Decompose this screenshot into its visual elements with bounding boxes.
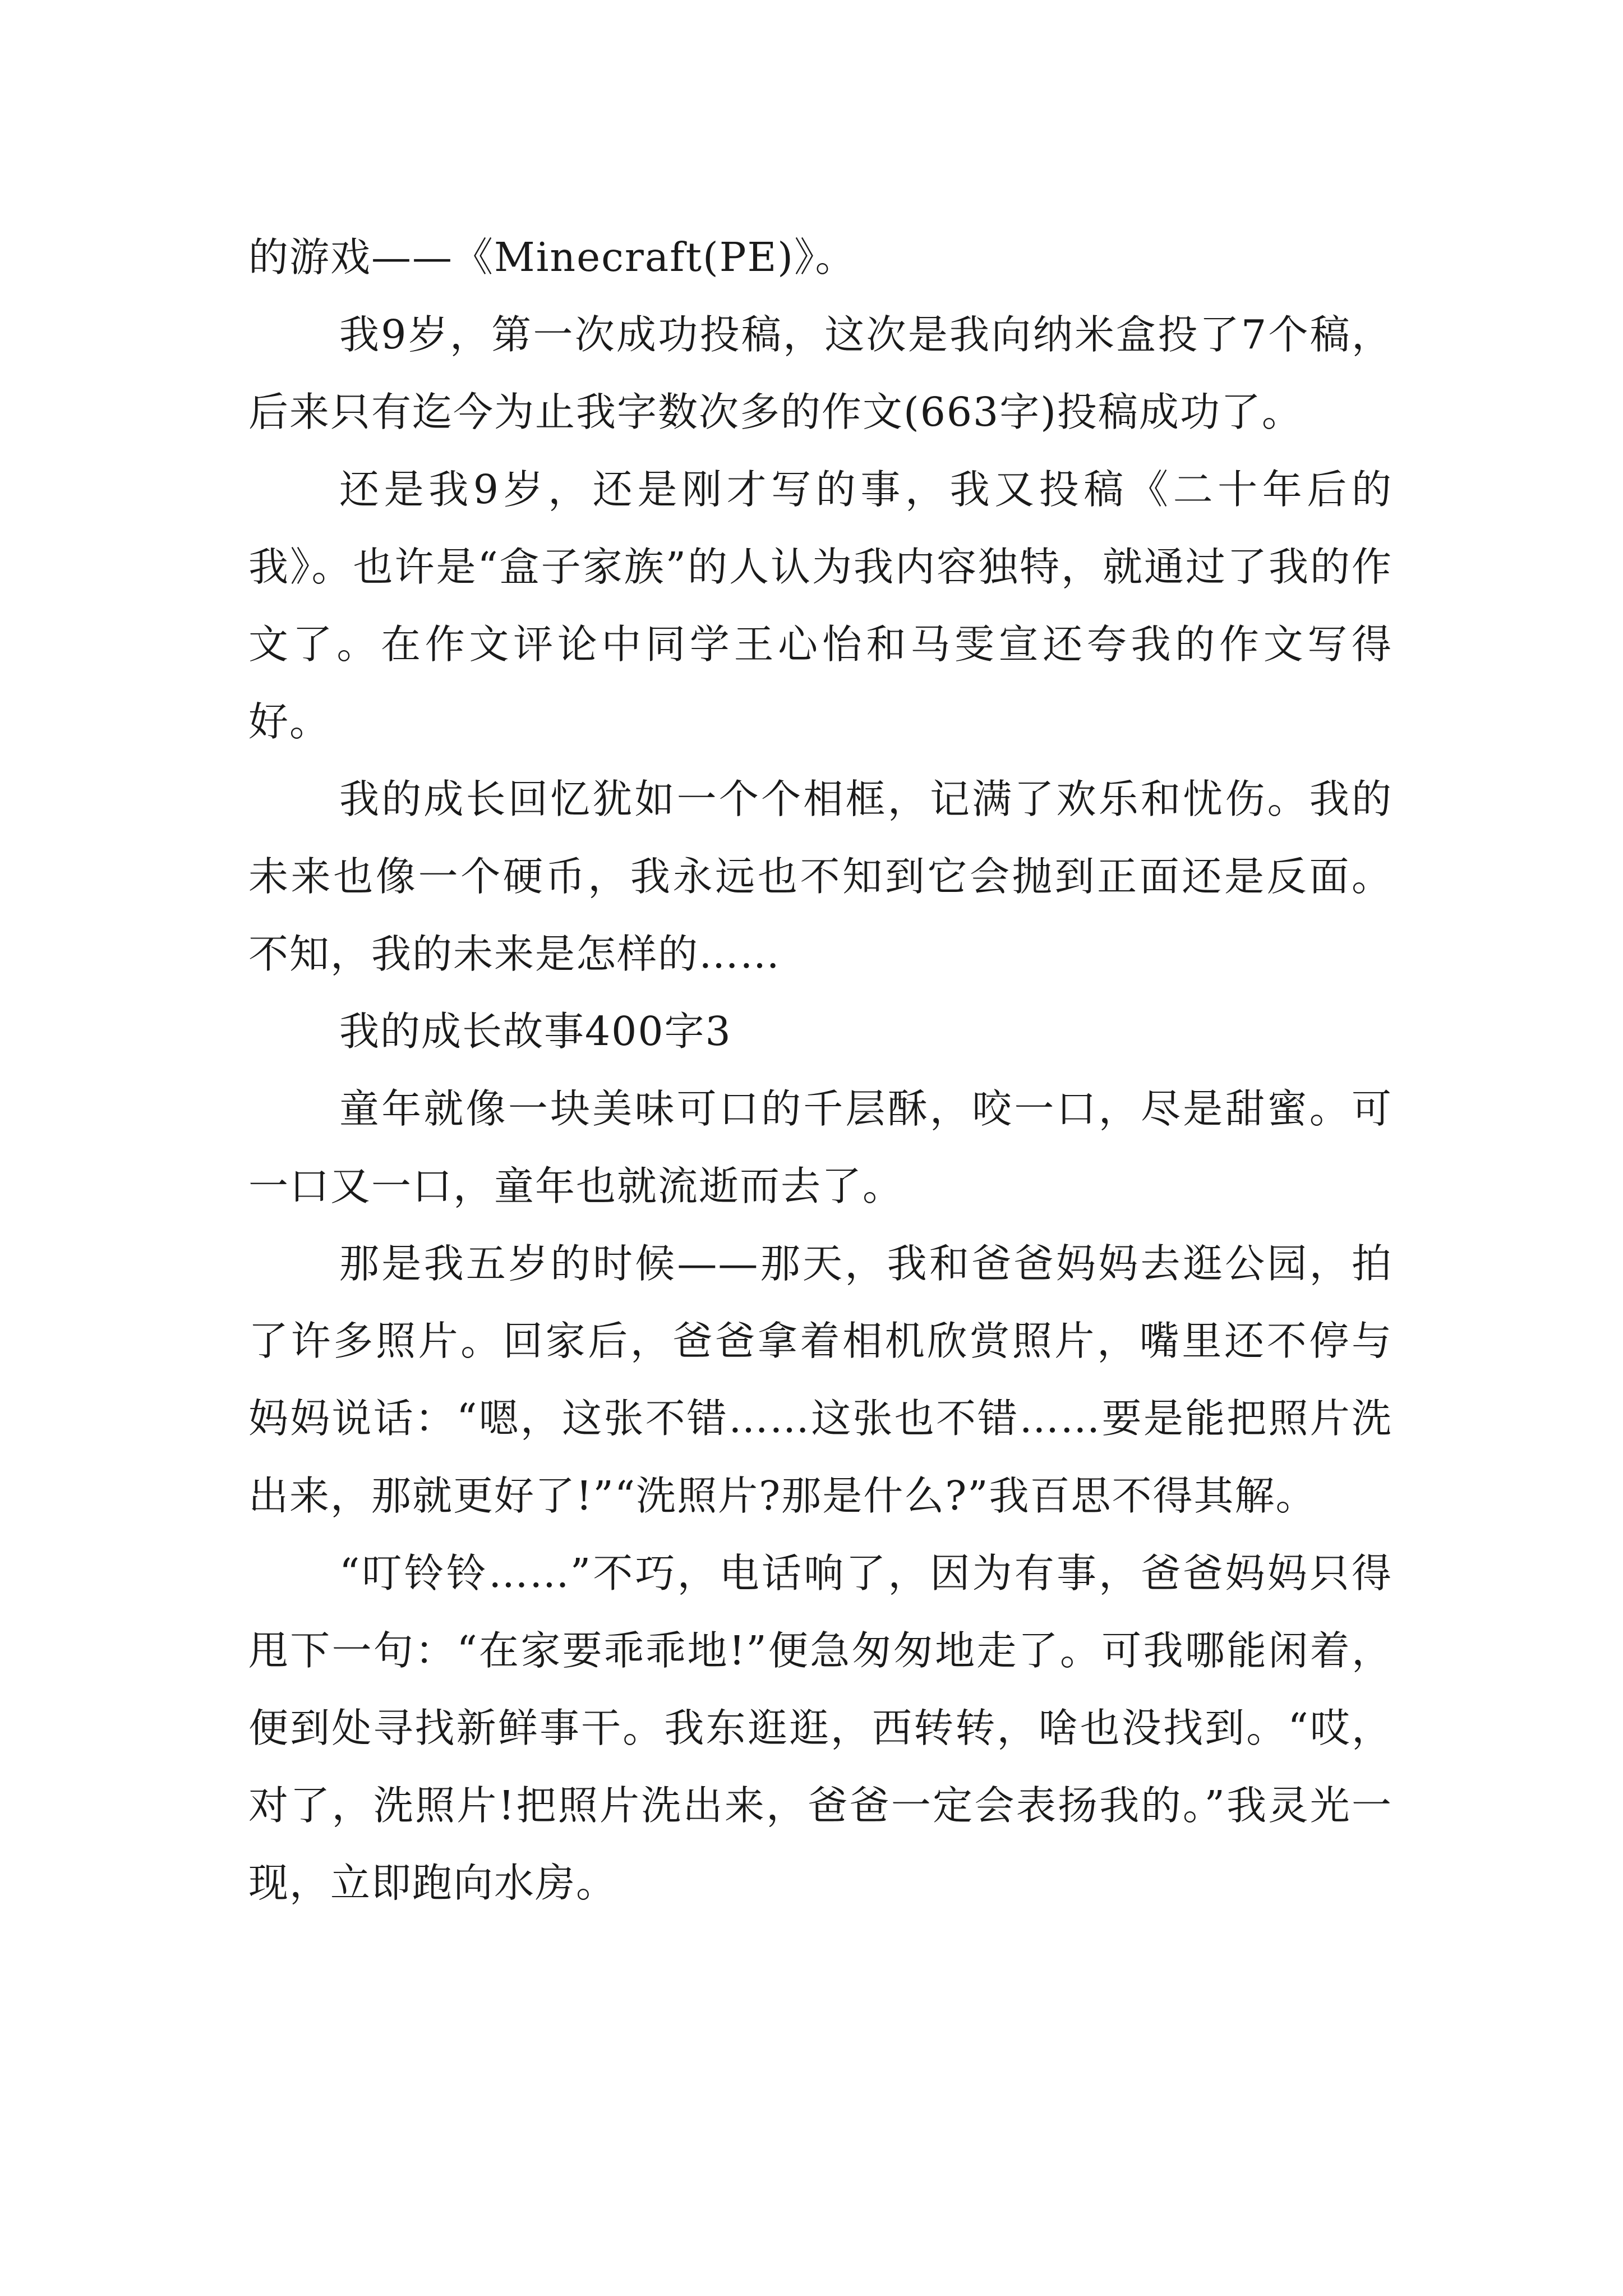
paragraph-continuation: 的游戏——《Minecraft(PE)》。 bbox=[248, 234, 856, 280]
paragraph-first-submission: 我9岁，第一次成功投稿，这次是我向纳米盒投了7个稿，后来只有迄今为止我字数次多的作文(663字)投稿成功了。 bbox=[248, 311, 1393, 435]
paragraph-memories: 我的成长回忆犹如一个个相框，记满了欢乐和忧伤。我的未来也像一个硬币，我永远也不知到它会抛到正面还是反面。不知，我的未来是怎样的…… bbox=[248, 776, 1393, 977]
paragraph-second-submission: 还是我9岁，还是刚才写的事，我又投稿《二十年后的我》。也许是“盒子家族”的人认为我内容独特，就通过了我的作文了。在作文评论中同学王心怡和马雯宣还夸我的作文写得好。 bbox=[248, 466, 1393, 745]
paragraph-park: 那是我五岁的时候——那天，我和爸爸妈妈去逛公园，拍了许多照片。回家后，爸爸拿着相机欣赏照片，嘴里还不停与妈妈说话：“嗯，这张不错……这张也不错……要是能把照片洗出来，那就更好了!”“洗照片?那是什么?”我百思不得其解。 bbox=[248, 1240, 1393, 1519]
paragraph-childhood: 童年就像一块美味可口的千层酥，咬一口，尽是甜蜜。可一口又一口，童年也就流逝而去了。 bbox=[248, 1085, 1393, 1209]
paragraph-phone-call: “叮铃铃……”不巧，电话响了，因为有事，爸爸妈妈只得甩下一句：“在家要乖乖地!”便急匆匆地走了。可我哪能闲着，便到处寻找新鲜事干。我东逛逛，西转转，啥也没找到。“哎，对了，洗照片!把照片洗出来，爸爸一定会表扬我的。”我灵光一现，立即跑向水房。 bbox=[248, 1550, 1393, 1906]
article-body bbox=[248, 219, 1393, 1922]
section-heading: 我的成长故事400字3 bbox=[339, 1008, 732, 1055]
